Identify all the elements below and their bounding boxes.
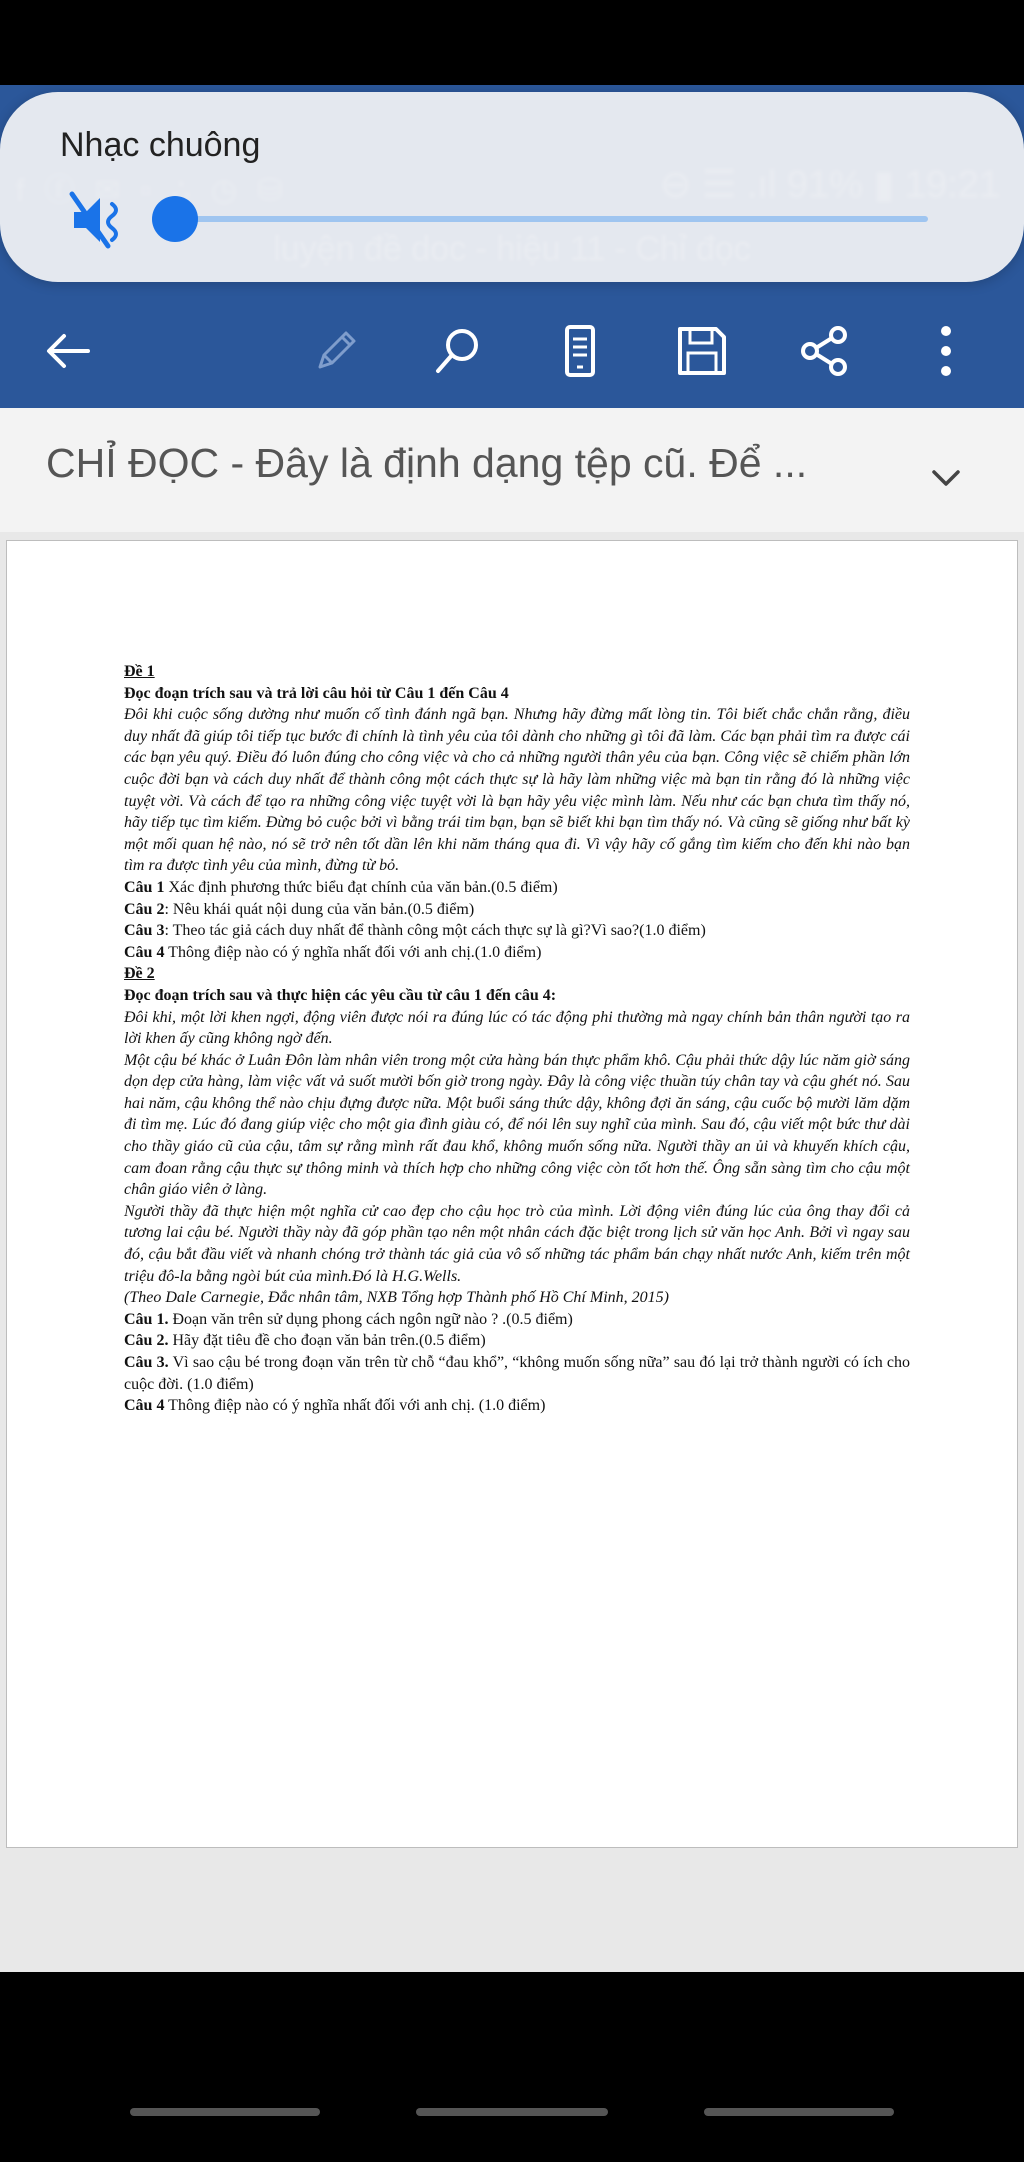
section-instruction: Đọc đoạn trích sau và trả lời câu hỏi từ Câu 1 đến Câu 4: [124, 684, 509, 702]
question-item: [124, 1330, 910, 1352]
status-bar-background: [0, 0, 1024, 85]
search-button[interactable]: [420, 313, 496, 389]
question-text: : Nêu khái quát nội dung của văn bản.(0.5 điểm): [164, 900, 475, 918]
document-body: [124, 661, 910, 1417]
passage-text: Một cậu bé khác ở Luân Đôn làm nhân viên trong một cửa hàng bán thực phẩm khô. Cậu phải thức dậy lúc năm giờ sáng dọn dẹp cửa hàng, làm việc vất vả suốt mười bốn giờ trong ngày. Đây là công việc thuần túy chân tay và cậu ghét nó. Sau hai năm, cậu không thể nào chịu đựng được nữa. Một buổi sáng thức dậy, không đợi ăn sáng, cậu cuốc bộ mười lăm dặm đi tìm mẹ. Lúc đó đang giúp việc cho một gia đình giàu có, để nói lên suy nghĩ của mình. Sau đó, cậu viết một bức thư dài cho thầy giáo cũ của cậu, tâm sự rằng mình rất đau khổ, không muốn sống nữa. Người thầy an ủi và khuyến khích cậu, cam đoan rằng cậu thực sự thông minh và thích hợp cho những công việc còn tốt hơn thế. Ông sẵn sàng tìm cho cậu một chân giáo viên ở làng.: [124, 1051, 910, 1199]
question-label: Câu 1.: [124, 1310, 169, 1328]
nav-recents[interactable]: [130, 2108, 320, 2116]
question-item: [124, 920, 910, 942]
more-vertical-icon: [916, 321, 976, 381]
question-text: Vì sao cậu bé trong đoạn văn trên từ chỗ “đau khổ”, “không muốn sống nữa” sau đó lại trở thành người có ích cho cuộc đời. (1.0 điểm): [124, 1354, 911, 1393]
toolbar: [0, 295, 1024, 407]
question-item: [124, 1309, 910, 1331]
document-page: [6, 540, 1018, 1848]
passage-text: Đôi khi cuộc sống dường như muốn cố tình đánh ngã bạn. Nhưng hãy đừng mất lòng tin. Tôi biết chắc chắn rằng, điều duy nhất đã giúp tôi tiếp tục bước đi chính là tình yêu của tôi dành cho những gì tôi đã làm. Các bạn phải tìm ra được cái các bạn yêu quý. Điều đó luôn đúng cho công việc và cho cả những người thân yêu của bạn. Công việc sẽ chiếm phần lớn cuộc đời bạn và cách duy nhất để thành công một cách thực sự là hãy làm những việc mà bạn tin rằng đó là những việc tuyệt vời. Và cách để tạo ra những công việc tuyệt vời là bạn hãy yêu việc mình làm. Nếu như các bạn chưa tìm thấy nó, hãy tiếp tục tìm kiếm. Đừng bỏ cuộc bởi vì bằng trái tim bạn, bạn sẽ biết khi bạn tìm thấy nó. Và cũng sẽ giống như bất kỳ một mối quan hệ nào, nó sẽ trở nên tốt dần lên khi năm tháng qua đi. Vì vậy hãy cố gắng tìm kiếm cho đến khi nào bạn tìm ra được tình yêu của mình, đừng từ bỏ.: [124, 706, 910, 875]
section-instruction: Đọc đoạn trích sau và thực hiện các yêu cầu từ câu 1 đến câu 4:: [124, 986, 557, 1004]
phone-document-icon: [550, 321, 610, 381]
question-text: Xác định phương thức biểu đạt chính của văn bản.(0.5 điểm): [164, 878, 558, 896]
nav-home[interactable]: [416, 2108, 608, 2116]
arrow-left-icon: [38, 321, 98, 381]
question-item: [124, 1395, 910, 1417]
question-item: [124, 899, 910, 921]
question-text: Thông điệp nào có ý nghĩa nhất đối với anh chị. (1.0 điểm): [164, 1397, 546, 1415]
nav-back[interactable]: [704, 2108, 894, 2116]
read-only-banner[interactable]: [0, 408, 1024, 532]
question-label: Câu 3: [124, 922, 165, 940]
volume-label: Nhạc chuông: [60, 126, 261, 164]
mute-icon[interactable]: [68, 188, 132, 252]
question-label: Câu 1: [124, 878, 165, 896]
question-text: Thông điệp nào có ý nghĩa nhất đối với anh chị.(1.0 điểm): [164, 943, 542, 961]
question-label: Câu 3.: [124, 1354, 169, 1371]
section-title-de-1: Đề 1: [124, 663, 155, 680]
question-text: Hãy đặt tiêu đề cho đoạn văn bản trên.(0.5 điểm): [168, 1332, 486, 1350]
question-item: [124, 942, 910, 964]
question-list: [124, 1309, 910, 1417]
question-item: [124, 1352, 910, 1395]
volume-panel: [0, 92, 1024, 282]
passage-text: Đôi khi, một lời khen ngợi, động viên được nói ra đúng lúc có tác động phi thường mà ngay chính bản thân người tạo ra lời khen ấy cũng không ngờ đến.: [124, 1008, 910, 1048]
edit-button[interactable]: [298, 313, 374, 389]
chevron-down-icon[interactable]: [926, 458, 966, 498]
volume-slider-track[interactable]: [176, 216, 928, 222]
question-label: Câu 4: [124, 1397, 165, 1415]
question-item: [124, 877, 910, 899]
share-icon: [794, 321, 854, 381]
read-only-message: CHỈ ĐỌC - Đây là định dạng tệp cũ. Để ...: [46, 440, 808, 486]
passage-text: Người thầy đã thực hiện một nghĩa cử cao đẹp cho cậu học trò của mình. Lời động viên đúng lúc của ông thay đổi cả tương lai cậu bé. Người thầy này đã góp phần tạo nên một nhân cách đặc biệt trong lịch sử văn học Anh. Bởi vì ngay sau đó, cậu bắt đầu viết và nhanh chóng trở thành tác giả của vô số những tác phẩm bán chạy nhất nước Anh, kiếm trên một triệu đô-la bằng ngòi bút của mình.Đó là H.G.Wells.: [124, 1202, 910, 1285]
section-title-de-2: Đề 2: [124, 965, 155, 983]
navigation-bar: [0, 1972, 1024, 2162]
question-label: Câu 2.: [124, 1332, 169, 1350]
question-label: Câu 4: [124, 943, 165, 961]
question-list: [124, 877, 910, 963]
more-options-button[interactable]: [908, 313, 984, 389]
search-icon: [428, 321, 488, 381]
pencil-icon: [306, 321, 366, 381]
document-canvas[interactable]: [0, 532, 1024, 1972]
volume-slider-thumb[interactable]: [152, 196, 198, 242]
back-button[interactable]: [30, 313, 106, 389]
share-button[interactable]: [786, 313, 862, 389]
source-citation: (Theo Dale Carnegie, Đắc nhân tâm, NXB Tổng hợp Thành phố Hồ Chí Minh, 2015): [124, 1289, 669, 1307]
question-text: : Theo tác giả cách duy nhất để thành công một cách thực sự là gì?Vì sao?(1.0 điểm): [164, 922, 706, 940]
reading-view-button[interactable]: [542, 313, 618, 389]
question-label: Câu 2: [124, 900, 165, 918]
floppy-disk-icon: [672, 321, 732, 381]
question-text: Đoạn văn trên sử dụng phong cách ngôn ngữ nào ? .(0.5 điểm): [168, 1310, 573, 1328]
save-button[interactable]: [664, 313, 740, 389]
